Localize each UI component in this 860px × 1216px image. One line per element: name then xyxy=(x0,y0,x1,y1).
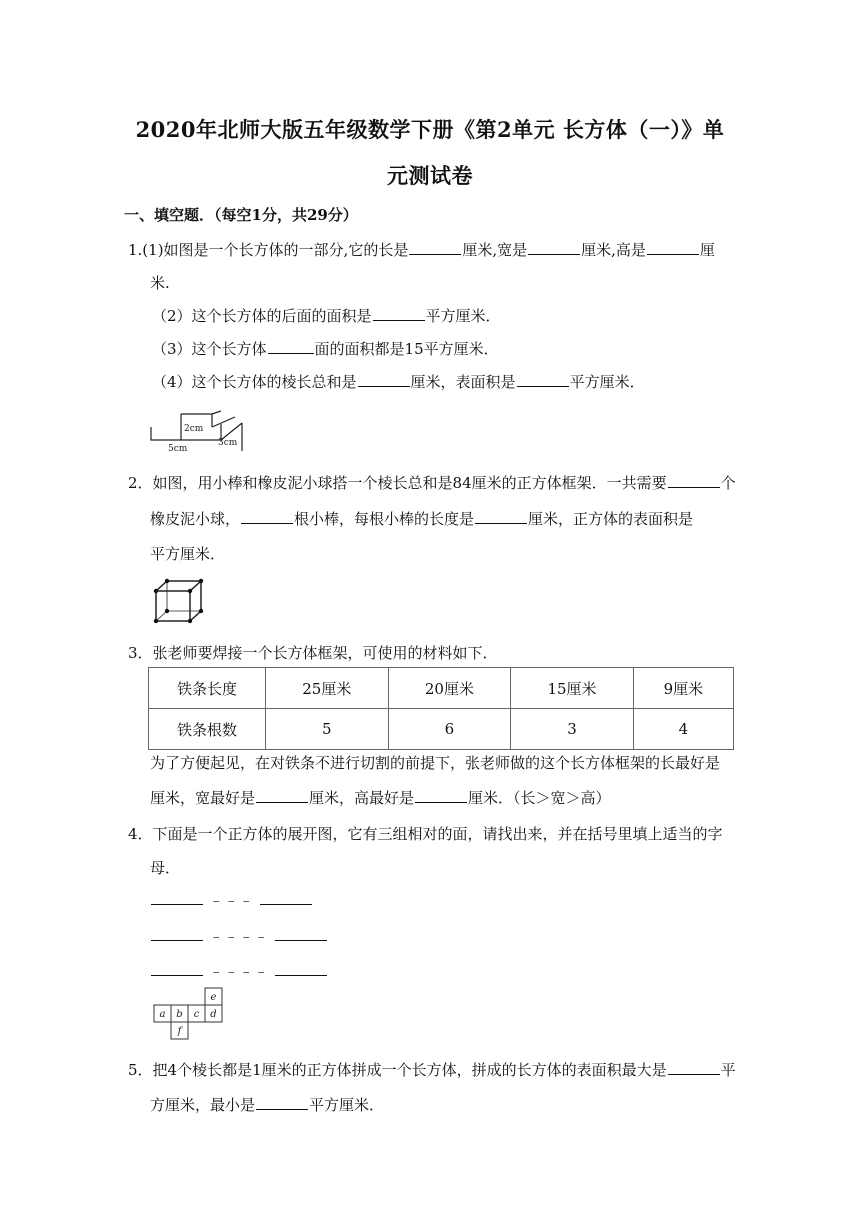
q4-pair1-blank-left[interactable] xyxy=(151,890,203,905)
page-title-line2: 元测试卷 xyxy=(387,163,473,188)
q1-p4-blank-edge[interactable] xyxy=(358,372,410,387)
q2-line3: 平方厘米． xyxy=(150,545,226,563)
table-cell: 20厘米 xyxy=(388,668,511,709)
q4-pair2-blank-left[interactable] xyxy=(151,926,203,941)
q2-text-e: 厘米，正方体的表面积是 xyxy=(528,510,694,528)
q4-pair-1 xyxy=(150,889,313,910)
q1-p4-text-b: 厘米，表面积是 xyxy=(410,373,516,391)
q1-blank-width[interactable] xyxy=(528,240,580,255)
net-letter-e: e xyxy=(210,992,217,1003)
q2-blank-balls[interactable] xyxy=(668,473,720,488)
q2-line1 xyxy=(128,472,736,493)
q1-fig-label-width: 3cm xyxy=(218,438,238,448)
q4-pair3-dashes: ﹣﹣﹣﹣ xyxy=(208,962,269,980)
q4-line1: 4．下面是一个正方体的展开图，它有三组相对的面，请找出来，并在括号里填上适当的字 xyxy=(128,825,723,843)
q1-line1 xyxy=(128,239,715,260)
q5-line1 xyxy=(128,1059,736,1080)
net-letter-a: a xyxy=(159,1009,166,1020)
q3-text-c: 厘米．（长＞宽＞高） xyxy=(468,789,611,807)
q5-text-d: 平方厘米． xyxy=(309,1096,385,1114)
q1-part2 xyxy=(152,305,501,326)
q1-p4-blank-area[interactable] xyxy=(517,372,569,387)
q4-pair1-dashes: ﹣﹣﹣ xyxy=(208,891,254,909)
q3-intro: 3．张老师要焊接一个长方体框架，可使用的材料如下． xyxy=(128,644,498,662)
page-title-line1: 2020年北师大版五年级数学下册《第2单元 长方体（一）》单 xyxy=(135,117,725,142)
table-cell: 铁条长度 xyxy=(149,668,266,709)
q4-cube-net-figure xyxy=(152,986,232,1044)
q1-fig-label-height: 2cm xyxy=(184,424,204,434)
q1-fig-label-length: 5cm xyxy=(168,444,188,453)
q1-blank-height[interactable] xyxy=(647,240,699,255)
q3-blank-width[interactable] xyxy=(256,788,308,803)
q3-materials-table xyxy=(148,667,734,750)
net-letter-f: f xyxy=(177,1026,182,1037)
q3-text-a: 厘米，宽最好是 xyxy=(150,789,256,807)
q4-pair3-blank-left[interactable] xyxy=(151,961,203,976)
q2-blank-stick-length[interactable] xyxy=(475,509,527,524)
q1-text-d: 厘 xyxy=(699,241,715,259)
q1-p3-text-b: 面的面积都是15平方厘米． xyxy=(314,340,499,358)
q1-p3-blank[interactable] xyxy=(268,339,314,354)
q3-after-line2 xyxy=(150,787,611,808)
q1-text-c: 厘米,高是 xyxy=(581,241,646,259)
q4-pair2-blank-right[interactable] xyxy=(275,926,327,941)
q1-line2: 米. xyxy=(150,274,170,292)
q2-blank-sticks[interactable] xyxy=(241,509,293,524)
table-row xyxy=(149,668,734,709)
q1-blank-length[interactable] xyxy=(409,240,461,255)
q1-p4-text-a: （4）这个长方体的棱长总和是 xyxy=(152,373,357,391)
table-row xyxy=(149,709,734,750)
q1-p2-text-b: 平方厘米． xyxy=(425,307,501,325)
q2-text-c: 橡皮泥小球， xyxy=(150,510,241,528)
q1-cuboid-figure xyxy=(148,407,244,453)
q1-text-b: 厘米,宽是 xyxy=(462,241,528,259)
net-letter-d: d xyxy=(210,1009,217,1020)
q5-blank-max[interactable] xyxy=(668,1060,720,1075)
net-letter-b: b xyxy=(176,1009,183,1020)
q4-line2: 母． xyxy=(150,859,181,877)
table-cell: 3 xyxy=(511,709,634,750)
q1-p4-text-c: 平方厘米． xyxy=(569,373,645,391)
q2-text-d: 根小棒，每根小棒的长度是 xyxy=(294,510,475,528)
q2-text-b: 个 xyxy=(720,474,736,492)
q3-text-b: 厘米，高最好是 xyxy=(309,789,415,807)
table-cell: 5 xyxy=(266,709,389,750)
q3-after-line1: 为了方便起见，在对铁条不进行切割的前提下，张老师做的这个长方体框架的长最好是 xyxy=(150,754,721,772)
q5-text-b: 平 xyxy=(720,1061,736,1079)
section-heading: 一、填空题．（每空1分，共29分） xyxy=(124,206,358,224)
q2-line2 xyxy=(150,508,693,529)
table-cell: 铁条根数 xyxy=(149,709,266,750)
q2-text-a: 2．如图，用小棒和橡皮泥小球搭一个棱长总和是84厘米的正方体框架．一共需要 xyxy=(128,474,667,492)
q2-cube-frame-figure xyxy=(153,578,205,624)
q5-line2 xyxy=(150,1094,384,1115)
q1-part4 xyxy=(152,371,645,392)
net-letter-c: c xyxy=(193,1009,200,1020)
q1-p3-text-a: （3）这个长方体 xyxy=(152,340,267,358)
q1-p2-blank[interactable] xyxy=(373,306,425,321)
table-cell: 4 xyxy=(633,709,733,750)
q5-blank-min[interactable] xyxy=(256,1095,308,1110)
table-cell: 6 xyxy=(388,709,511,750)
table-cell: 9厘米 xyxy=(633,668,733,709)
q1-p2-text-a: （2）这个长方体的后面的面积是 xyxy=(152,307,372,325)
q4-pair-2 xyxy=(150,925,328,946)
q1-part3 xyxy=(152,338,499,359)
q4-pair3-blank-right[interactable] xyxy=(275,961,327,976)
table-cell: 15厘米 xyxy=(511,668,634,709)
q4-pair2-dashes: ﹣﹣﹣﹣ xyxy=(208,927,269,945)
table-cell: 25厘米 xyxy=(266,668,389,709)
q5-text-a: 5．把4个棱长都是1厘米的正方体拼成一个长方体，拼成的长方体的表面积最大是 xyxy=(128,1061,667,1079)
q5-text-c: 方厘米，最小是 xyxy=(150,1096,256,1114)
q4-pair1-blank-right[interactable] xyxy=(260,890,312,905)
q1-text-a: 1.(1)如图是一个长方体的一部分,它的长是 xyxy=(128,241,409,259)
q3-blank-height[interactable] xyxy=(415,788,467,803)
q4-pair-3 xyxy=(150,960,328,981)
